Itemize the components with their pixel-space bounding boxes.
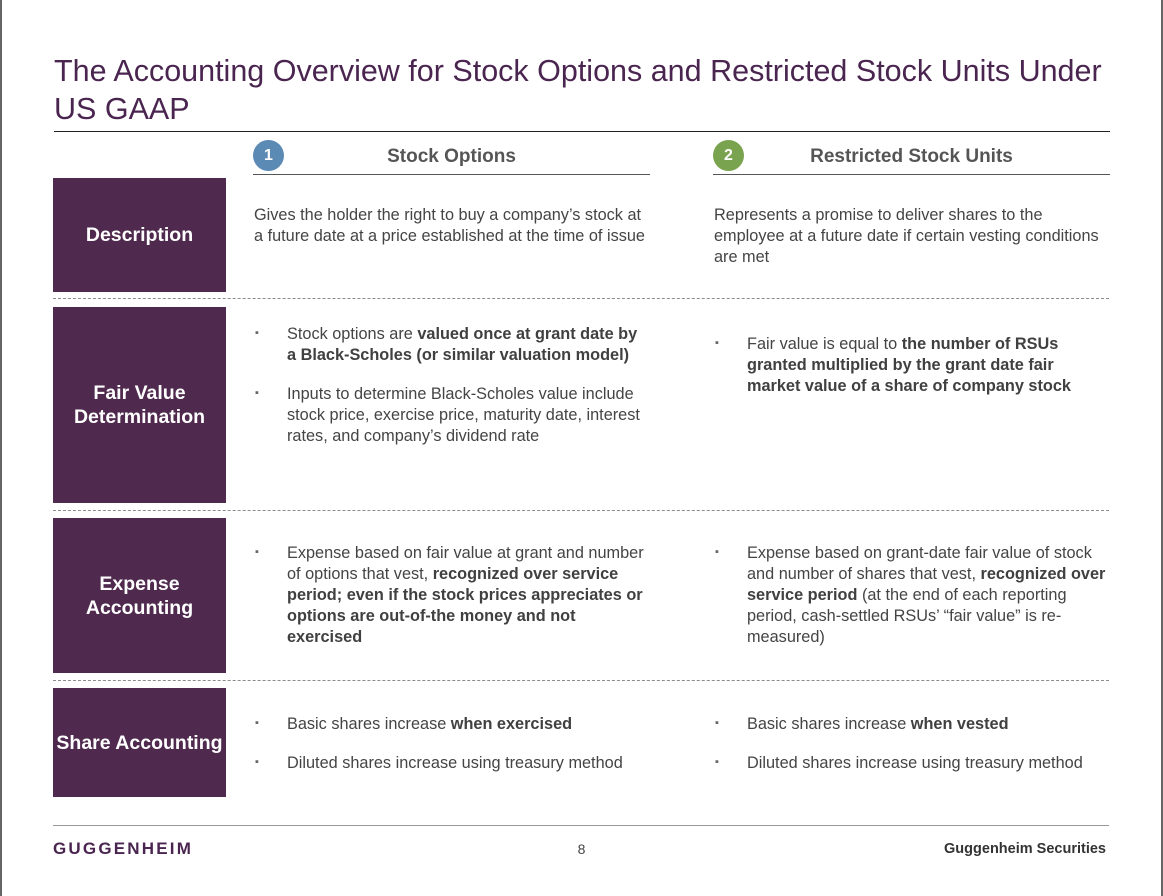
footer-divider <box>53 825 1109 826</box>
row-label-share: Share Accounting <box>53 688 226 797</box>
bullet-text: Diluted shares increase using treasury method <box>747 754 1083 772</box>
description-rsu: Represents a promise to deliver shares to the employee at a future date if certain vesting conditions are met <box>714 206 1099 266</box>
bullet-text: Basic shares increase <box>287 715 451 733</box>
bullet-text: Fair value is equal to <box>747 335 902 353</box>
column-header-stock-options <box>253 140 650 175</box>
number-badge-2: 2 <box>713 140 744 171</box>
row-label-expense: Expense Accounting <box>53 518 226 673</box>
bullet-text: Expense based on fair value at grant and number of options that vest, <box>287 544 644 583</box>
number-badge-1: 1 <box>253 140 284 171</box>
bullet-item <box>254 324 646 366</box>
bullet-item <box>714 543 1106 648</box>
bullet-item <box>254 543 646 648</box>
page-number: 8 <box>577 841 586 857</box>
fair-value-rsu-list <box>714 334 1106 397</box>
expense-rsu-list <box>714 543 1106 648</box>
bullet-icon: ▪ <box>715 546 719 558</box>
bullet-icon: ▪ <box>255 717 259 729</box>
bullet-emphasis: when vested <box>910 715 1009 733</box>
bullet-item <box>714 753 1114 774</box>
share-rsu-list <box>714 714 1114 774</box>
bullet-icon: ▪ <box>255 327 259 339</box>
bullet-item <box>254 714 654 735</box>
bullet-icon: ▪ <box>715 717 719 729</box>
row-separator <box>53 298 1109 299</box>
row-label-fair-value: Fair Value Determination <box>53 307 226 503</box>
bullet-icon: ▪ <box>715 756 719 768</box>
bullet-text: Inputs to determine Black-Scholes value include stock price, exercise price, maturity date, interest rates, and company’s dividend rate <box>287 385 640 445</box>
share-stock-options-list <box>254 714 654 774</box>
frame-left-border <box>0 0 2 896</box>
bullet-emphasis: the number of RSUs granted multiplied by the grant date fair market value of a share of company stock <box>747 335 1071 395</box>
bullet-text: Basic shares increase <box>747 715 911 733</box>
column-title-rsu: Restricted Stock Units <box>810 146 1013 167</box>
bullet-item <box>254 753 654 774</box>
bullet-emphasis: when exercised <box>450 715 573 733</box>
bullet-emphasis: recognized over service period <box>747 565 1106 604</box>
row-separator <box>53 510 1109 511</box>
fair-value-stock-options-list <box>254 324 646 447</box>
expense-stock-options-list <box>254 543 646 648</box>
guggenheim-logo: GUGGENHEIM <box>53 839 194 858</box>
bullet-item <box>714 334 1106 397</box>
bullet-icon: ▪ <box>255 756 259 768</box>
bullet-emphasis: valued once at grant date by a Black-Scholes (or similar valuation model) <box>287 325 638 364</box>
bullet-text: Stock options are <box>287 325 418 343</box>
row-label-description: Description <box>53 178 226 292</box>
company-name: Guggenheim Securities <box>944 841 1106 857</box>
column-header-rsu <box>713 140 1110 175</box>
slide-title: The Accounting Overview for Stock Options and Restricted Stock Units Under US GAAP <box>54 54 1102 126</box>
bullet-icon: ▪ <box>715 337 719 349</box>
title-divider <box>54 131 1110 132</box>
row-separator <box>53 680 1109 681</box>
bullet-text: Diluted shares increase using treasury method <box>287 754 623 772</box>
bullet-text-tail: (at the end of each reporting period, cash-settled RSUs’ “fair value” is re-measured) <box>747 586 1067 646</box>
bullet-icon: ▪ <box>255 546 259 558</box>
bullet-icon: ▪ <box>255 387 259 399</box>
bullet-item <box>254 384 646 447</box>
description-stock-options: Gives the holder the right to buy a company’s stock at a future date at a price established at the time of issue <box>254 206 645 245</box>
column-title-stock-options: Stock Options <box>387 146 516 167</box>
bullet-item <box>714 714 1114 735</box>
bullet-text: Expense based on grant-date fair value of stock and number of shares that vest, <box>747 544 1092 583</box>
bullet-emphasis: recognized over service period; even if the stock prices appreciates or options are out-of-the money and not exercised <box>287 565 643 646</box>
